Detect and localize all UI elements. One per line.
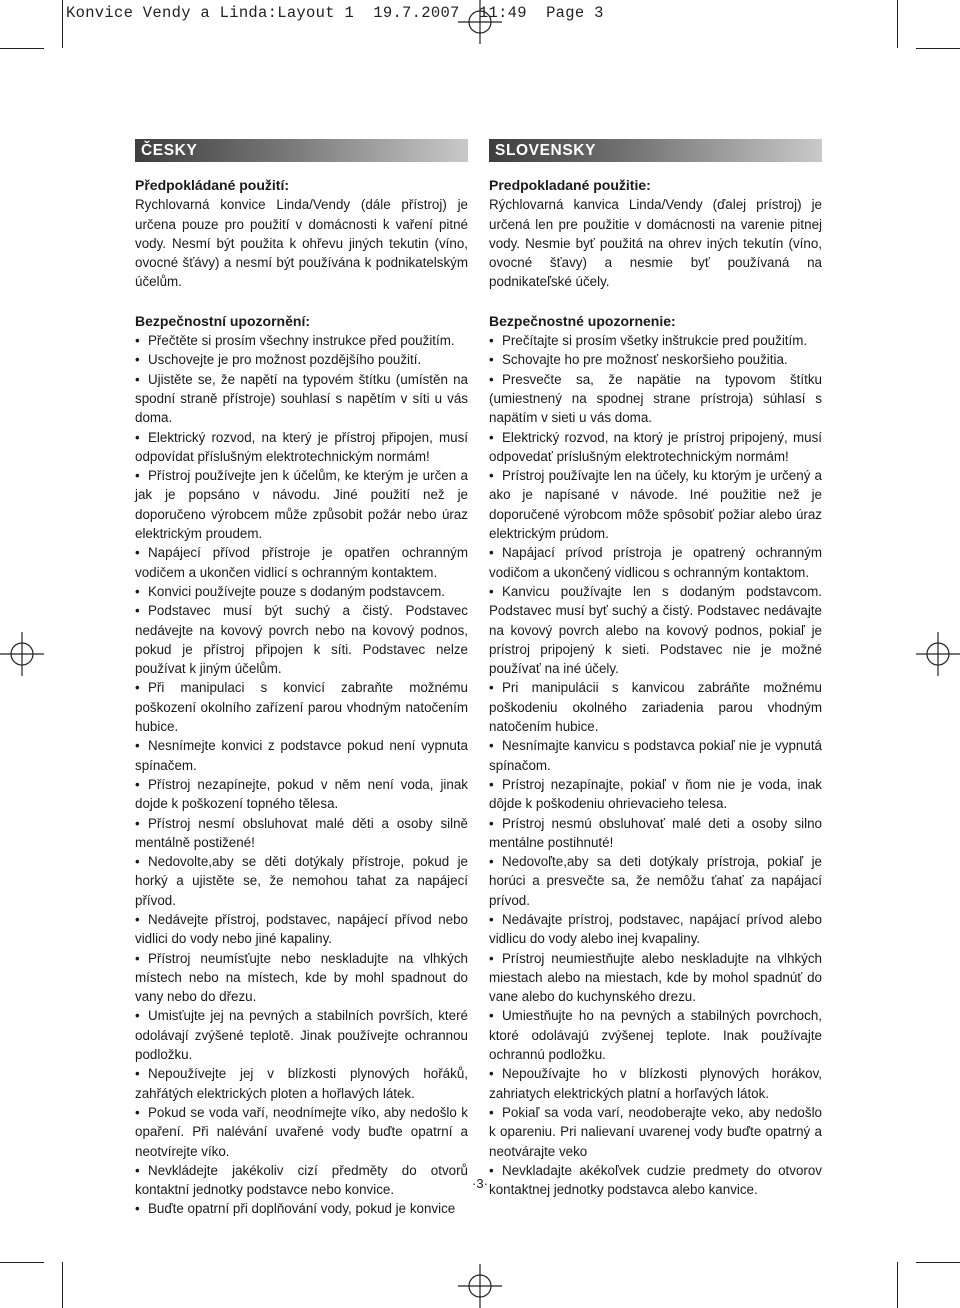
safety-list	[135, 331, 468, 1219]
list-item: • Přečtěte si prosím všechny instrukce před použitím.	[135, 333, 455, 349]
list-item: • Nevkládejte jakékoliv cizí předměty do otvorů kontaktní jednotky podstavce nebo konvice.	[135, 1162, 468, 1198]
crop-mark	[0, 1262, 44, 1263]
crop-mark	[897, 1262, 898, 1308]
list-item: • Nepoužívajte ho v blízkosti plynových horákov, zahriatych elektrických platní a horľavých látok.	[489, 1066, 822, 1101]
intended-use-heading: Předpokládané použití:	[135, 177, 290, 193]
safety-list	[489, 331, 822, 1199]
list-item: • Uschovejte je pro možnost pozdějšího použití.	[135, 352, 422, 368]
list-item: • Ujistěte se, že napětí na typovém štítku (umístěn na spodní straně přístroje) souhlasí s napětím v síti u vás doma.	[135, 371, 468, 426]
list-item: • Nedávejte přístroj, podstavec, napájecí přívod nebo vidlici do vody nebo jiné kapaliny.	[135, 911, 468, 947]
list-item: • Napájací prívod prístroja je opatrený ochranným vodičom a ukončený vidlicou s ochranným kontaktom.	[489, 545, 822, 580]
list-item: • Napájecí přívod přístroje je opatřen ochranným vodičem a ukončen vidlicí s ochranným kontaktem.	[135, 545, 468, 580]
list-item: • Nedávajte prístroj, podstavec, napájací prívod alebo vidlicu do vody alebo inej kvapaliny.	[489, 911, 822, 947]
list-item: • Umiestňujte ho na pevných a stabilných povrchoch, ktoré odolávajú zvýšenej teplote. Inak používajte ochrannú podložku.	[489, 1008, 822, 1063]
list-item: • Přístroj nesmí obsluhovat malé děti a osoby silně mentálně postižené!	[135, 815, 468, 850]
list-item: • Nevkladajte akékoľvek cudzie predmety do otvorov kontaktnej jednotky podstavca alebo kanvice.	[489, 1162, 822, 1198]
list-item: • Kanvicu používajte len s dodaným podstavcom. Podstavec musí byť suchý a čistý. Podstavec nedávajte na kovový povrch alebo na kovový podnos, pokiaľ je prístroj pripojený k sieti. Podstavec nie je možné používať na iné účely.	[489, 583, 822, 677]
intended-use-text: Rychlovarná konvice Linda/Vendy (dále přístroj) je určena pouze pro použití v domácnosti k vaření pitné vody. Nesmí být použita k ohřevu jiných tekutin (víno, ovocné šťávy) a nesmí být používána k podnikatelským účelům.	[135, 197, 468, 290]
list-item: • Prístroj nezapínajte, pokiaľ v ňom nie je voda, inak dôjde k poškodeniu ohrievacieho telesa.	[489, 776, 822, 812]
list-item: • Při manipulaci s konvicí zabraňte možnému poškození okolního zařízení parou vhodným natočením hubice.	[135, 680, 468, 735]
intended-use-text: Rýchlovarná kanvica Linda/Vendy (ďalej prístroj) je určená len pre použitie v domácnosti na varenie pitnej vody. Nesmie byť použitá na ohrev iných tekutín (víno, ovocné šťavy) a nesmie byť používaná na podnikateľské účely.	[489, 197, 822, 290]
list-item: • Nepoužívejte jej v blízkosti plynových hořáků, zahřátých elektrických ploten a hořlavých látek.	[135, 1066, 468, 1101]
list-item: • Pokiaľ sa voda varí, neodoberajte veko, aby nedošlo k opareniu. Pri nalievaní uvarenej vody buďte opatrný a neotvárajte veko	[489, 1104, 822, 1159]
crop-mark	[916, 1262, 960, 1263]
list-item: • Umisťujte jej na pevných a stabilních površích, které odolávají zvýšené teplotě. Jinak používejte ochrannou podložku.	[135, 1008, 468, 1063]
list-item: • Přístroj používejte jen k účelům, ke kterým je určen a jak je popsáno v návodu. Jiné použití než je doporučeno výrobcem může způsobit požár nebo úraz elektrickým proudem.	[135, 468, 468, 542]
list-item: • Elektrický rozvod, na ktorý je prístroj pripojený, musí odpovedať príslušným elektrotechnickým normám!	[489, 429, 822, 464]
safety-heading: Bezpečnostní upozornění:	[135, 312, 310, 329]
registration-mark-icon	[916, 632, 960, 676]
list-item: • Prístroj neumiestňujte alebo neskladujte na vlhkých miestach alebo na miestach, kde by mohol spadnúť do vane alebo do kuchynského drezu.	[489, 950, 822, 1005]
section-banner-czech: ČESKY	[135, 139, 468, 162]
czech-column	[135, 139, 468, 1219]
list-item: • Nesnímejte konvici z podstavce pokud není vypnuta spínačem.	[135, 738, 468, 773]
crop-mark	[0, 48, 44, 49]
registration-mark-icon	[458, 0, 502, 44]
list-item: • Prečítajte si prosím všetky inštrukcie pred použitím.	[489, 333, 808, 349]
list-item: • Nedovolte,aby se děti dotýkaly přístroje, pokud je horký a ujistěte se, že nemohou tahat za napájecí přívod.	[135, 854, 468, 908]
crop-mark	[62, 1262, 63, 1308]
section-banner-slovak: SLOVENSKY	[489, 139, 822, 162]
crop-mark	[62, 0, 63, 48]
list-item: • Přístroj neumísťujte nebo neskladujte na vlhkých místech nebo na místech, kde by mohl spadnout do vany nebo do dřezu.	[135, 950, 468, 1005]
list-item: • Nesnímajte kanvicu s podstavca pokiaľ nie je vypnutá spínačom.	[489, 738, 822, 773]
list-item: • Presvečte sa, že napätie na typovom štítku (umiestnený na spodnej strane prístroja) súhlasí s napätím v sieti u vás doma.	[489, 371, 822, 426]
crop-mark	[916, 48, 960, 49]
list-item: • Pri manipulácii s kanvicou zabráňte možnému poškodeniu okolného zariadenia parou vhodným natočením hubice.	[489, 680, 822, 735]
registration-mark-icon	[0, 632, 44, 676]
list-item: • Elektrický rozvod, na který je přístroj připojen, musí odpovídat příslušným elektrotechnickým normám!	[135, 429, 468, 464]
list-item: • Nedovoľte,aby sa deti dotýkaly prístroja, pokiaľ je horúci a presvečte sa, že nemôžu ťahať za napájací prívod.	[489, 854, 822, 908]
page-number: ·3·	[472, 1176, 488, 1191]
list-item: • Prístroj nesmú obsluhovať malé deti a osoby silno mentálne postihnuté!	[489, 815, 822, 850]
print-slug: Konvice Vendy a Linda:Layout 1 19.7.2007 11:49 Page 3	[66, 4, 604, 22]
list-item: • Pokud se voda vaří, neodnímejte víko, aby nedošlo k opaření. Při nalévání uvařené vody buďte opatrní a neotvírejte víko.	[135, 1104, 468, 1159]
list-item: • Schovajte ho pre možnosť neskoršieho použitia.	[489, 352, 788, 368]
registration-mark-icon	[458, 1264, 502, 1308]
list-item: • Podstavec musí být suchý a čistý. Podstavec nedávejte na kovový povrch nebo na kovový podnos, pokud je přístroj připojen k síti. Podstavec nelze používat k jiným účelům.	[135, 603, 468, 677]
safety-heading: Bezpečnostné upozornenie:	[489, 312, 676, 329]
list-item: • Prístroj používajte len na účely, ku ktorým je určený a ako je napísané v návode. Iné použitie než je doporučené výrobcom môže spôsobiť požiar alebo úraz elektrickým prúdom.	[489, 468, 822, 542]
intended-use-heading: Predpokladané použitie:	[489, 177, 651, 193]
list-item: • Konvici používejte pouze s dodaným podstavcem.	[135, 583, 445, 599]
list-item: • Buďte opatrní při doplňování vody, pokud je konvice	[135, 1201, 456, 1217]
slovak-column	[489, 139, 822, 1199]
crop-mark	[897, 0, 898, 48]
list-item: • Přístroj nezapínejte, pokud v něm není voda, jinak dojde k poškození topného tělesa.	[135, 776, 468, 812]
